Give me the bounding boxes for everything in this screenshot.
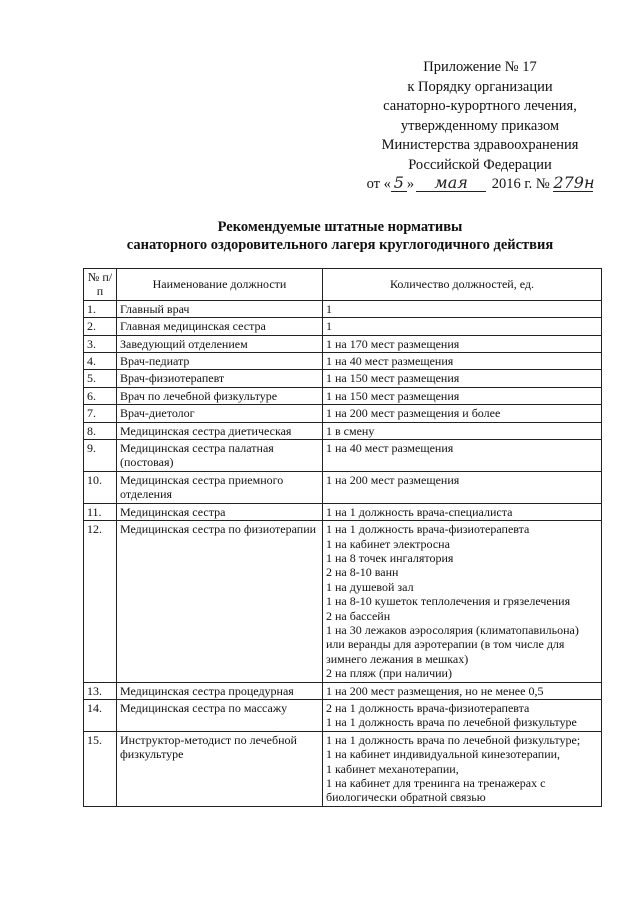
position-name: Медицинская сестра (117, 503, 323, 520)
quantity-line: 1 кабинет механотерапии, (326, 761, 459, 776)
quantity-line: 1 на 200 мест размещения, но не менее 0,5 (326, 683, 544, 698)
appendix-line-2: к Порядку организации (407, 78, 553, 95)
quantity-line: 1 на 200 мест размещения и более (326, 406, 501, 421)
table-header-row (84, 269, 602, 301)
quantity-line: 1 на 150 мест размещения (326, 371, 460, 386)
row-number: 8. (84, 422, 117, 439)
row-number: 6. (84, 387, 117, 404)
appendix-header (360, 58, 600, 195)
position-quantity (323, 405, 602, 422)
table-row (84, 503, 602, 520)
quantity-line: 1 на 170 мест размещения (326, 336, 460, 351)
header-num: № п/п (84, 269, 117, 301)
position-quantity (323, 422, 602, 439)
position-name: Врач-физиотерапевт (117, 370, 323, 387)
table-row (84, 405, 602, 422)
appendix-line-4: утвержденному приказом (400, 117, 560, 134)
table-row (84, 682, 602, 699)
position-name: Медицинская сестра диетическая (117, 422, 323, 439)
title-line-2: санаторного оздоровительного лагеря круглогодичного действия (126, 237, 554, 253)
quantity-line: 1 на 200 мест размещения (326, 472, 460, 487)
quantity-line: 1 (326, 301, 332, 316)
position-name: Медицинская сестра процедурная (117, 682, 323, 699)
position-quantity (323, 471, 602, 503)
quantity-line: 1 на 1 должность врача по лечебной физкультуре; (326, 732, 581, 747)
quantity-line: 2 на пляж (при наличии) (326, 666, 452, 681)
position-name: Главный врач (117, 300, 323, 317)
quantity-line: 1 на 40 мест размещения (326, 441, 454, 456)
quantity-line: 1 на 1 должность врача по лечебной физкультуре (326, 715, 577, 730)
quantity-line: 1 на кабинет индивидуальной кинезотерапии, (326, 747, 561, 762)
position-quantity (323, 440, 602, 472)
appendix-line-5: Министерства здравоохранения (381, 137, 579, 153)
table-row (84, 300, 602, 317)
table-row (84, 353, 602, 370)
order-number-handwritten: 279н (553, 173, 595, 192)
position-quantity (323, 353, 602, 370)
quantity-line: 1 на 1 должность врача-специалиста (326, 504, 513, 519)
position-quantity (323, 699, 602, 731)
position-name: Врач по лечебной физкультуре (117, 387, 323, 404)
appendix-line-6: Российской Федерации (408, 156, 552, 173)
row-number: 5. (84, 370, 117, 387)
position-quantity (323, 682, 602, 699)
table-row (84, 387, 602, 404)
quantity-line: 1 на 30 лежаков аэросолярия (климатопавильона) или веранды для аэротерапии (в том числе для зимнего лежания в мешках) (326, 622, 579, 666)
position-quantity (323, 318, 602, 335)
quantity-line: 1 на 8-10 кушеток теплолечения и грязелечения (326, 594, 571, 609)
appendix-number: Приложение № 17 (423, 59, 537, 75)
row-number: 13. (84, 682, 117, 699)
quantity-line: 2 на 8-10 ванн (326, 565, 399, 580)
position-quantity (323, 731, 602, 806)
position-quantity (323, 503, 602, 520)
row-number: 14. (84, 699, 117, 731)
document-title (60, 218, 620, 254)
position-name: Врач-педиатр (117, 353, 323, 370)
position-quantity (323, 521, 602, 682)
row-number: 11. (84, 503, 117, 520)
order-month-handwritten: мая (416, 175, 486, 192)
row-number: 2. (84, 318, 117, 335)
position-name: Врач-диетолог (117, 405, 323, 422)
table-row (84, 699, 602, 731)
order-date-prefix: от « (366, 176, 391, 192)
quantity-line: 1 на кабинет для тренинга на тренажерах с биологически обратной связью (326, 776, 546, 805)
table-row (84, 422, 602, 439)
position-name: Медицинская сестра по физиотерапии (117, 521, 323, 682)
quantity-line: 2 на бассейн (326, 608, 391, 623)
position-name: Инструктор-методист по лечебной физкультуре (117, 731, 323, 806)
order-date-mid: » (406, 176, 415, 192)
row-number: 3. (84, 335, 117, 352)
position-quantity (323, 387, 602, 404)
row-number: 10. (84, 471, 117, 503)
table-body (84, 300, 602, 806)
row-number: 4. (84, 353, 117, 370)
staffing-norms-table (83, 268, 602, 807)
order-day-handwritten: 5 (391, 175, 407, 192)
quantity-line: 1 (326, 319, 332, 334)
table-row (84, 731, 602, 806)
table-row (84, 318, 602, 335)
table-row (84, 335, 602, 352)
quantity-line: 1 на 1 должность врача-физиотерапевта (326, 522, 530, 537)
position-name: Главная медицинская сестра (117, 318, 323, 335)
position-name: Заведующий отделением (117, 335, 323, 352)
position-quantity (323, 300, 602, 317)
table-row (84, 521, 602, 682)
table-row (84, 471, 602, 503)
row-number: 9. (84, 440, 117, 472)
row-number: 7. (84, 405, 117, 422)
table-row (84, 370, 602, 387)
order-date-line (360, 175, 600, 195)
position-name: Медицинская сестра приемного отделения (117, 471, 323, 503)
position-quantity (323, 370, 602, 387)
quantity-line: 1 на кабинет электросна (326, 536, 450, 551)
row-number: 1. (84, 300, 117, 317)
position-quantity (323, 335, 602, 352)
table-row (84, 440, 602, 472)
quantity-line: 1 на 8 точек ингалятория (326, 550, 454, 565)
row-number: 12. (84, 521, 117, 682)
quantity-line: 1 в смену (326, 423, 375, 438)
title-line-1: Рекомендуемые штатные нормативы (217, 219, 463, 235)
quantity-line: 1 на 150 мест размещения (326, 388, 460, 403)
header-qty: Количество должностей, ед. (323, 269, 602, 301)
row-number: 15. (84, 731, 117, 806)
quantity-line: 1 на 40 мест размещения (326, 354, 454, 369)
position-name: Медицинская сестра по массажу (117, 699, 323, 731)
appendix-line-3: санаторно-курортного лечения, (383, 98, 577, 114)
header-name: Наименование должности (117, 269, 323, 301)
quantity-line: 2 на 1 должность врача-физиотерапевта (326, 700, 530, 715)
quantity-line: 1 на душевой зал (326, 579, 414, 594)
order-year-text: 2016 г. № (491, 176, 550, 192)
position-name: Медицинская сестра палатная (постовая) (117, 440, 323, 472)
